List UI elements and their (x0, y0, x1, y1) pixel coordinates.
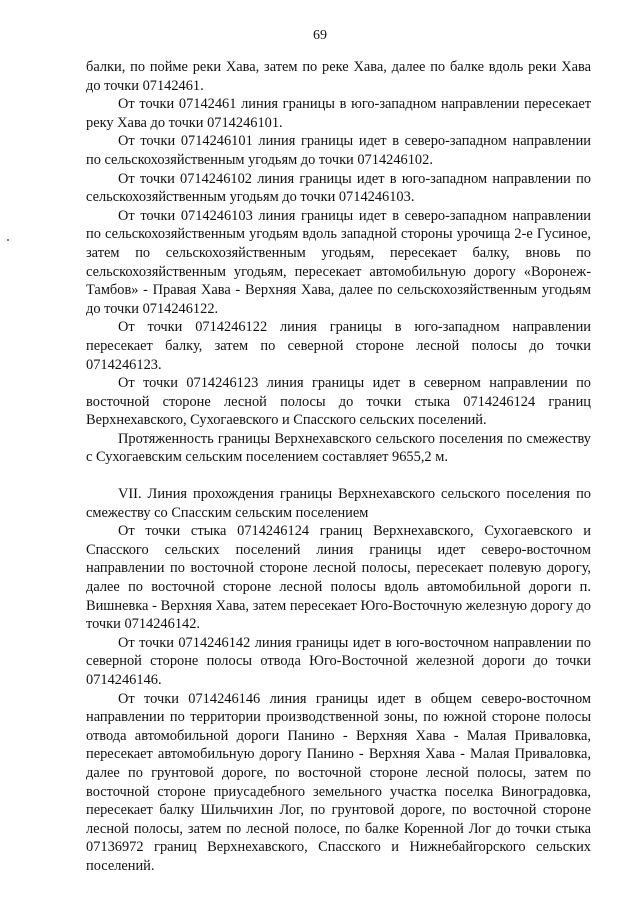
page-number: 69 (313, 28, 327, 43)
paragraph: От точки 0714246122 линия границы в юго-западном направлении пересекает балку, затем по северной стороне лесной полосы до точки 0714246123. (86, 319, 591, 373)
paragraph-length-summary: Протяженность границы Верхнехавского сельского поселения по смежеству с Сухогаевским сельским поселением составляет 9655,2 м. (86, 430, 591, 466)
paragraph: От точки 0714246101 линия границы идет в северо-западном направлении по сельскохозяйственным угодьям до точки 0714246102. (86, 133, 591, 168)
document-body (86, 58, 591, 876)
paragraph: От точки 0714246146 линия границы идет в общем северо-восточном направлении по территории производственной зоны, по южной стороне полосы отвода автомобильной дороги Панино - Верхняя Хава - Малая Приваловка, пересекает автомобильную дорогу Панино - Верхняя Хава - Малая Приваловка, далее по грунтовой дороге, по восточной стороне лесной полосы, затем по восточной стороне приусадебного земельного участка поселка Виноградовка, пересекает балку Шильчихин Лог, по грунтовой дороге, по восточной стороне лесной полосы, затем по лесной полосе, по балке Коренной Лог до точки стыка 07136972 границ Верхнехавского, Спасского и Нижнебайгорского сельских поселений. (86, 690, 591, 874)
paragraph: От точки 0714246142 линия границы идет в юго-восточном направлении по северной стороне полосы отвода Юго-Восточной железной дороги до точки 0714246146. (86, 634, 591, 688)
section-heading: VII. Линия прохождения границы Верхнехавского сельского поселения по смежеству со Спасским сельским поселением (86, 486, 591, 521)
paragraph: От точки 0714246102 линия границы идет в юго-западном направлении по сельскохозяйственным угодьям до точки 0714246103. (86, 170, 591, 206)
paragraph: От точки 0714246103 линия границы идет в северо-западном направлении по сельскохозяйственным угодьям вдоль западной стороны урочища 2-е Гусиное, затем по сельскохозяйственным угодьям, пересекает балку, вновь по сельскохозяйственным угодьям, пересекает автомобильную дорогу «Воронеж-Тамбов» - Правая Хава - Верхняя Хава, далее по сельскохозяйственным угодьям до точки 0714246122. (86, 207, 591, 317)
paragraph: От точки стыка 0714246124 границ Верхнехавского, Сухогаевского и Спасского сельских поселений линия границы идет северо-восточном направлении по восточной стороне лесной полосы, пересекает полевую дорогу, далее по восточной стороне лесной полосы вдоль автомобильной дороги п. Вишневка - Верхняя Хава, затем пересекает Юго-Восточную железную дорогу до точки 0714246142. (86, 523, 591, 633)
section-spacer (86, 467, 591, 485)
paragraph: От точки 07142461 линия границы в юго-западном направлении пересекает реку Хава до точки 0714246101. (86, 96, 591, 131)
paragraph: От точки 0714246123 линия границы идет в северном направлении по восточной стороне лесной полосы до точки стыка 0714246124 границ Верхнехавского, Сухогаевского и Спасского сельских поселений. (86, 375, 591, 429)
paragraph-continuation: балки, по пойме реки Хава, затем по реке Хава, далее по балке вдоль реки Хава до точки 07142461. (86, 59, 591, 94)
margin-mark (7, 239, 9, 241)
